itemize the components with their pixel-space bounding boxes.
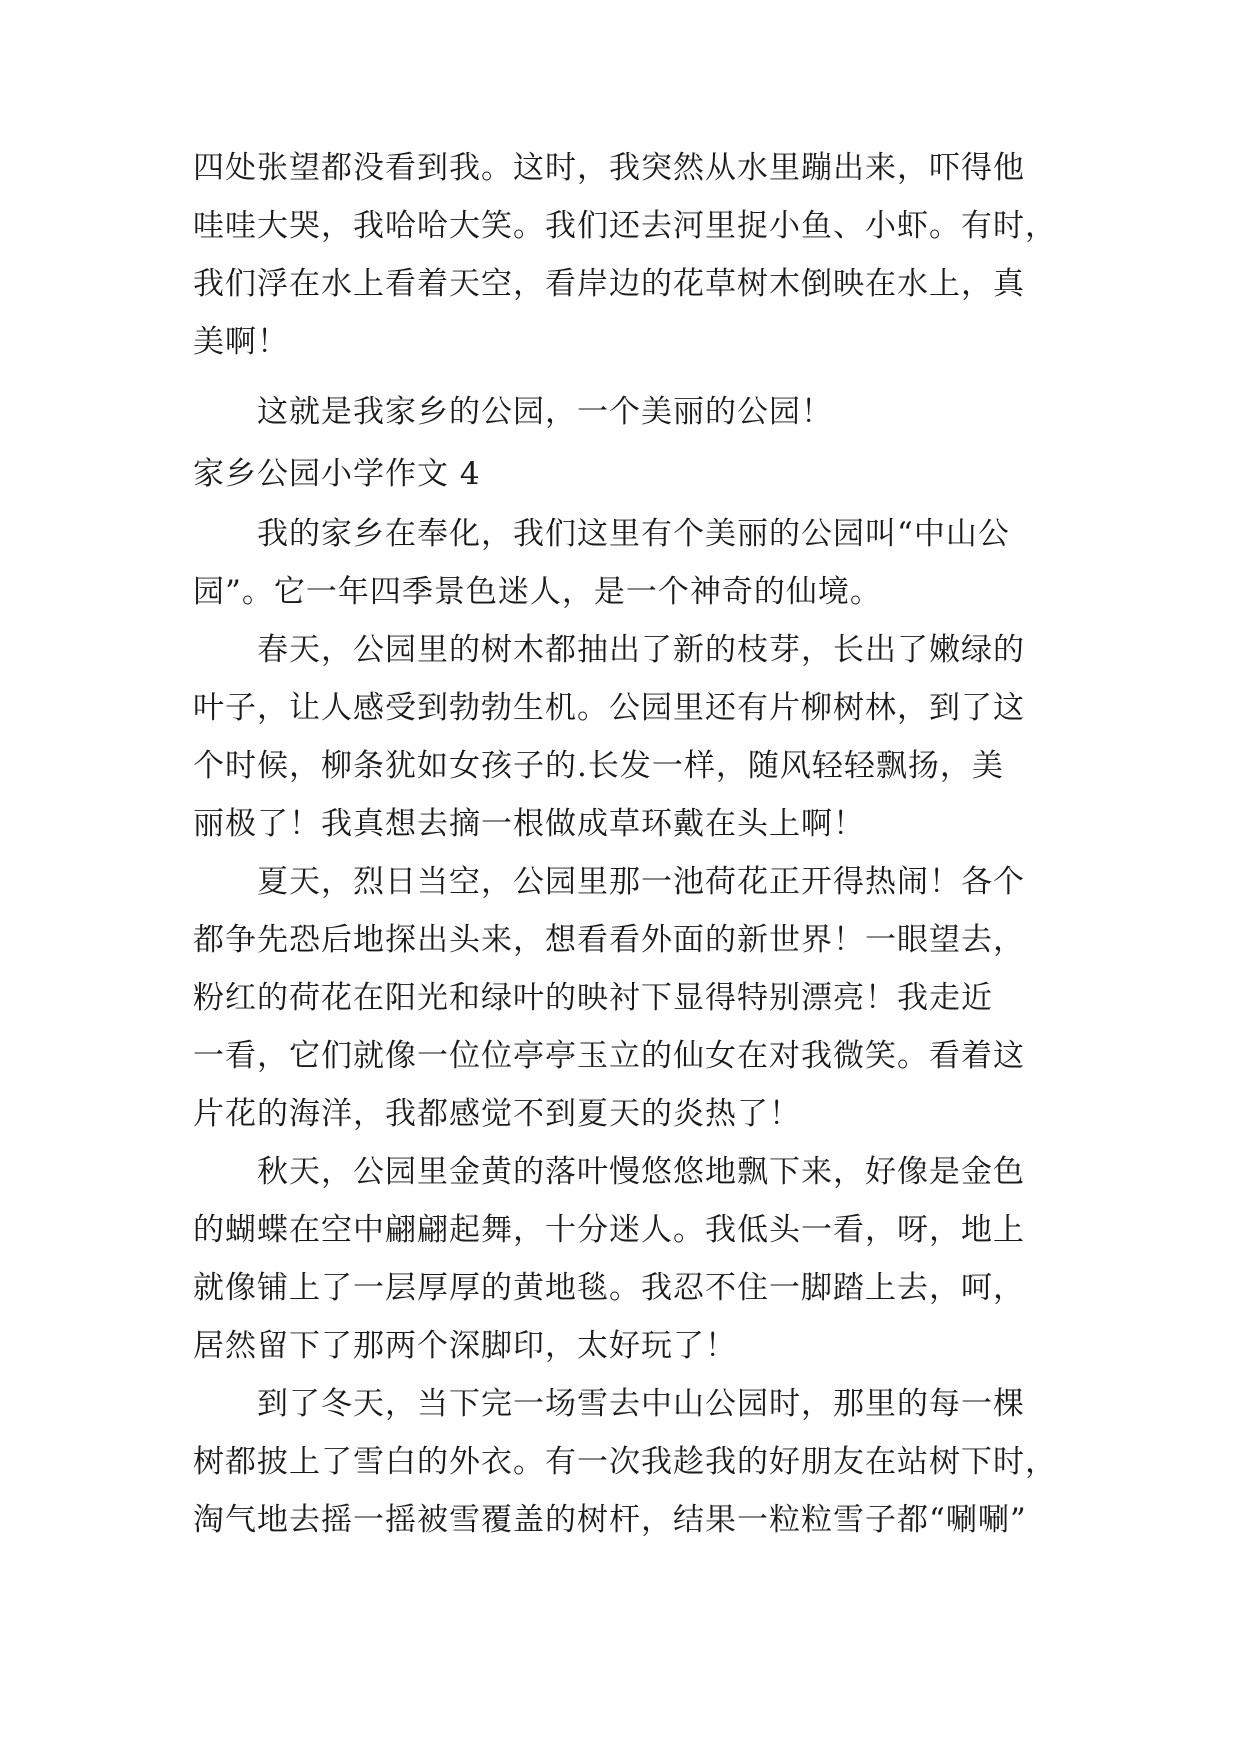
text-line: 美啊！ — [193, 324, 289, 360]
text-line: 我们浮在水上看着天空，看岸边的花草树木倒映在水上，真 — [193, 266, 1025, 302]
text-line: 叶子，让人感受到勃勃生机。公园里还有片柳树林，到了这 — [193, 690, 1025, 726]
paragraph-line: 秋天，公园里金黄的落叶慢悠悠地飘下来，好像是金色 — [257, 1154, 1025, 1190]
text-line: 丽极了！我真想去摘一根做成草环戴在头上啊！ — [193, 806, 865, 842]
text-line: 园”。它一年四季景色迷人，是一个神奇的仙境。 — [193, 574, 882, 610]
paragraph-line: 我的家乡在奉化，我们这里有个美丽的公园叫“中山公 — [257, 516, 1010, 552]
text-line: 个时候，柳条犹如女孩子的.长发一样，随风轻轻飘扬，美 — [193, 748, 1004, 784]
text-line: 粉红的荷花在阳光和绿叶的映衬下显得特别漂亮！我走近 — [193, 980, 993, 1016]
text-line: 就像铺上了一层厚厚的黄地毯。我忍不住一脚踏上去，呵， — [193, 1270, 1025, 1306]
section-heading: 家乡公园小学作文 4 — [193, 456, 481, 492]
text-line: 都争先恐后地探出头来，想看看外面的新世界！一眼望去， — [193, 922, 1025, 958]
text-line: 的蝴蝶在空中翩翩起舞，十分迷人。我低头一看，呀，地上 — [193, 1212, 1025, 1248]
text-line: 四处张望都没看到我。这时，我突然从水里蹦出来，吓得他 — [193, 150, 1025, 186]
text-line: 哇哇大哭，我哈哈大笑。我们还去河里捉小鱼、小虾。有时， — [193, 208, 1057, 244]
text-line: 居然留下了那两个深脚印，太好玩了！ — [193, 1328, 737, 1364]
paragraph-line: 夏天，烈日当空，公园里那一池荷花正开得热闹！各个 — [257, 864, 1025, 900]
paragraph-line: 这就是我家乡的公园，一个美丽的公园！ — [257, 394, 833, 430]
text-line: 树都披上了雪白的外衣。有一次我趁我的好朋友在站树下时， — [193, 1444, 1057, 1480]
paragraph-line: 春天，公园里的树木都抽出了新的枝芽，长出了嫩绿的 — [257, 632, 1025, 668]
text-line: 淘气地去摇一摇被雪覆盖的树杆，结果一粒粒雪子都“唰唰” — [193, 1502, 1027, 1538]
paragraph-line: 到了冬天，当下完一场雪去中山公园时，那里的每一棵 — [257, 1386, 1025, 1422]
text-line: 一看，它们就像一位位亭亭玉立的仙女在对我微笑。看着这 — [193, 1038, 1025, 1074]
text-line: 片花的海洋，我都感觉不到夏天的炎热了！ — [193, 1096, 801, 1132]
